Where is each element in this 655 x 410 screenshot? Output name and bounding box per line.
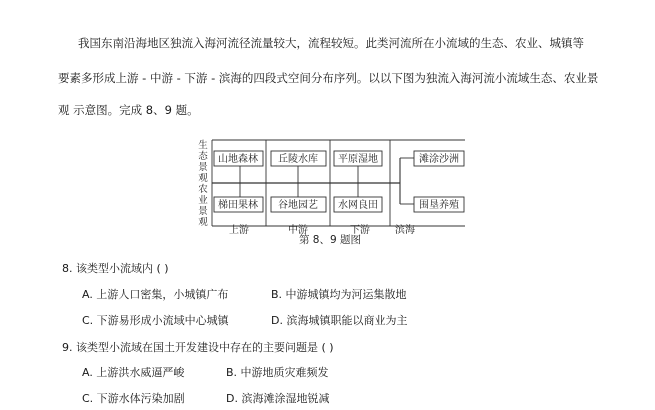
question-9-stem: 9. 该类型小流域在国土开发建设中存在的主要问题是 ( )	[62, 341, 334, 354]
intro-line-2: 要素多形成上游 - 中游 - 下游 - 滨海的四段式空间分布序列。以以下图为独流入海河流小流域生态、农业景	[58, 71, 599, 85]
q8-option-d: D. 滨海城镇职能以商业为主	[271, 314, 408, 327]
coast-label-bottom: 围垦养殖	[419, 200, 459, 211]
row-label-char: 业	[198, 195, 208, 206]
coast-label-top: 滩涂沙洲	[419, 154, 459, 165]
agri-label-3: 水网良田	[338, 200, 378, 211]
row-label-ecology	[198, 139, 208, 184]
segment-midstream: 中游	[288, 225, 308, 236]
agri-label-1: 梯田果林	[218, 200, 258, 211]
segment-coastal: 滨海	[395, 225, 415, 236]
q9-option-d: D. 滨海滩涂湿地锐减	[226, 392, 330, 405]
row-label-agriculture	[198, 183, 208, 228]
row-label-char: 观	[198, 217, 208, 228]
q8-option-c: C. 下游易形成小流域中心城镇	[82, 314, 229, 327]
q9-option-b: B. 中游地质灾难频发	[226, 366, 329, 379]
q8-option-b: B. 中游城镇均为河运集散地	[271, 288, 407, 301]
row-label-char: 景	[198, 206, 208, 217]
figure-caption: 第 8、9 题图	[298, 234, 362, 246]
eco-label-2: 丘陵水库	[278, 154, 318, 165]
row-label-char: 态	[198, 151, 208, 162]
q9-option-c: C. 下游水体污染加剧	[82, 392, 185, 405]
row-label-char: 农	[198, 184, 208, 195]
segment-upstream: 上游	[229, 225, 249, 236]
eco-label-1: 山地森林	[218, 154, 258, 165]
eco-label-3: 平原湿地	[338, 154, 378, 165]
q9-option-a: A. 上游洪水威逼严峻	[82, 366, 185, 379]
question-8-stem: 8. 该类型小流域内 ( )	[62, 262, 169, 275]
intro-line-3: 观 示意图。完成 8、9 题。	[58, 103, 199, 117]
row-label-char: 观	[198, 173, 208, 184]
agri-label-2: 谷地园艺	[278, 200, 318, 211]
segment-downstream: 下游	[350, 225, 370, 236]
q8-option-a: A. 上游人口密集，小城镇广布	[82, 288, 229, 301]
intro-line-1: 我国东南沿海地区独流入海河流径流量较大，流程较短。此类河流所在小流域的生态、农业、城镇等	[78, 36, 584, 50]
row-label-char: 生	[198, 140, 208, 151]
row-label-char: 景	[198, 162, 208, 173]
